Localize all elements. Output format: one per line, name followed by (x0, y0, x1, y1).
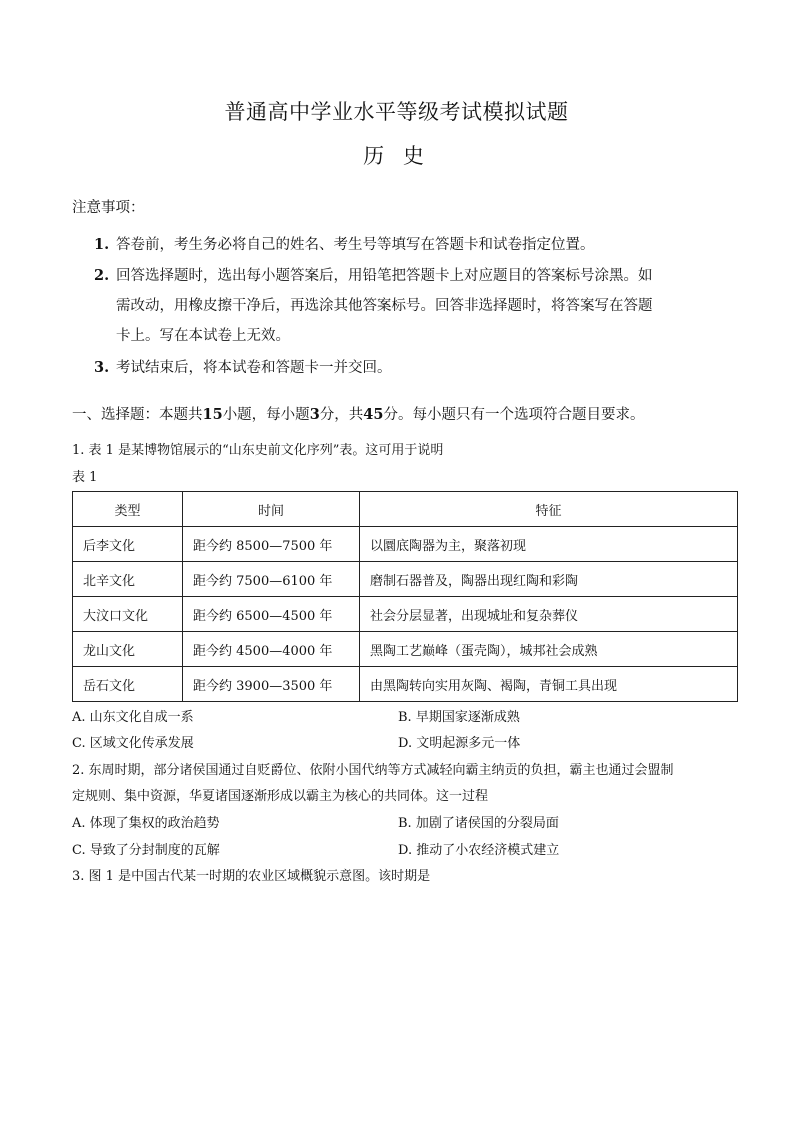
notice-item-continuation: 需改动，用橡皮擦干净后，再选涂其他答案标号。回答非选择题时，将答案写在答题 (116, 298, 653, 314)
table-row (73, 632, 738, 667)
notice-item-number: 1. (94, 236, 110, 253)
q1-option-b: B. 早期国家逐渐成熟 (398, 710, 520, 725)
q2-option-c: C. 导致了分封制度的瓦解 (72, 843, 220, 858)
table-cell: 距今约 8500—7500 年 (183, 527, 360, 562)
culture-sequence-table (72, 491, 738, 702)
section-points-each: 3 (309, 406, 320, 423)
notice-heading: 注意事项： (72, 200, 145, 216)
table-cell: 由黑陶转向实用灰陶、褐陶，青铜工具出现 (360, 667, 738, 702)
question-3-stem: 3. 图 1 是中国古代某一时期的农业区域概貌示意图。该时期是 (72, 869, 431, 884)
notice-item-number: 2. (94, 267, 110, 284)
table-row (73, 527, 738, 562)
table-cell: 龙山文化 (73, 632, 183, 667)
column-header: 类型 (73, 492, 183, 527)
section-text: 分。每小题只有一个选项符合题目要求。 (383, 407, 645, 423)
question-1-stem: 1. 表 1 是某博物馆展示的“山东史前文化序列”表。这可用于说明 (72, 443, 444, 458)
section-text: 小题，每小题 (222, 407, 310, 423)
table-cell: 距今约 7500—6100 年 (183, 562, 360, 597)
q1-option-d: D. 文明起源多元一体 (398, 736, 521, 751)
table-row (73, 562, 738, 597)
section-text: 一、选择题：本题共 (72, 407, 203, 423)
section-total-points: 45 (363, 406, 384, 423)
exam-subject: 历 史 (363, 144, 430, 168)
table-cell: 社会分层显著，出现城址和复杂葬仪 (360, 597, 738, 632)
table-cell: 以圜底陶器为主，聚落初现 (360, 527, 738, 562)
section-text: 分，共 (319, 407, 364, 423)
notice-item (94, 264, 653, 285)
exam-title: 普通高中学业水平等级考试模拟试题 (224, 100, 569, 124)
q1-option-a: A. 山东文化自成一系 (72, 710, 194, 725)
question-2-stem: 2. 东周时期，部分诸侯国通过自贬爵位、依附小国代纳等方式减轻向霸主纳贡的负担，霸主也通过会盟制 (72, 763, 674, 778)
q2-option-d: D. 推动了小农经济模式建立 (398, 843, 560, 858)
notice-item-text: 答卷前，考生务必将自己的姓名、考生号等填写在答题卡和试卷指定位置。 (116, 237, 595, 253)
table-cell: 距今约 6500—4500 年 (183, 597, 360, 632)
table-cell: 大汶口文化 (73, 597, 183, 632)
notice-item (94, 356, 392, 377)
table-cell: 后李文化 (73, 527, 183, 562)
table-cell: 北辛文化 (73, 562, 183, 597)
notice-item-text: 考试结束后，将本试卷和答题卡一并交回。 (116, 360, 392, 376)
table-row (73, 597, 738, 632)
q2-option-b: B. 加剧了诸侯国的分裂局面 (398, 816, 559, 831)
section-heading (72, 403, 644, 424)
table-cell: 距今约 3900—3500 年 (183, 667, 360, 702)
table-caption: 表 1 (72, 470, 98, 485)
notice-item (94, 233, 595, 254)
q2-option-a: A. 体现了集权的政治趋势 (72, 816, 220, 831)
question-2-stem-continuation: 定规则、集中资源，华夏诸国逐渐形成以霸主为核心的共同体。这一过程 (72, 789, 489, 804)
q1-option-c: C. 区域文化传承发展 (72, 736, 194, 751)
notice-item-text: 回答选择题时，选出每小题答案后，用铅笔把答题卡上对应题目的答案标号涂黑。如 (116, 268, 653, 284)
table-row (73, 667, 738, 702)
table-header-row (73, 492, 738, 527)
table-cell: 黑陶工艺巅峰（蛋壳陶），城邦社会成熟 (360, 632, 738, 667)
section-question-count: 15 (202, 406, 223, 423)
notice-item-number: 3. (94, 359, 110, 376)
notice-item-continuation: 卡上。写在本试卷上无效。 (116, 328, 290, 344)
column-header: 特征 (360, 492, 738, 527)
table-cell: 距今约 4500—4000 年 (183, 632, 360, 667)
table-cell: 磨制石器普及，陶器出现红陶和彩陶 (360, 562, 738, 597)
column-header: 时间 (183, 492, 360, 527)
table-cell: 岳石文化 (73, 667, 183, 702)
